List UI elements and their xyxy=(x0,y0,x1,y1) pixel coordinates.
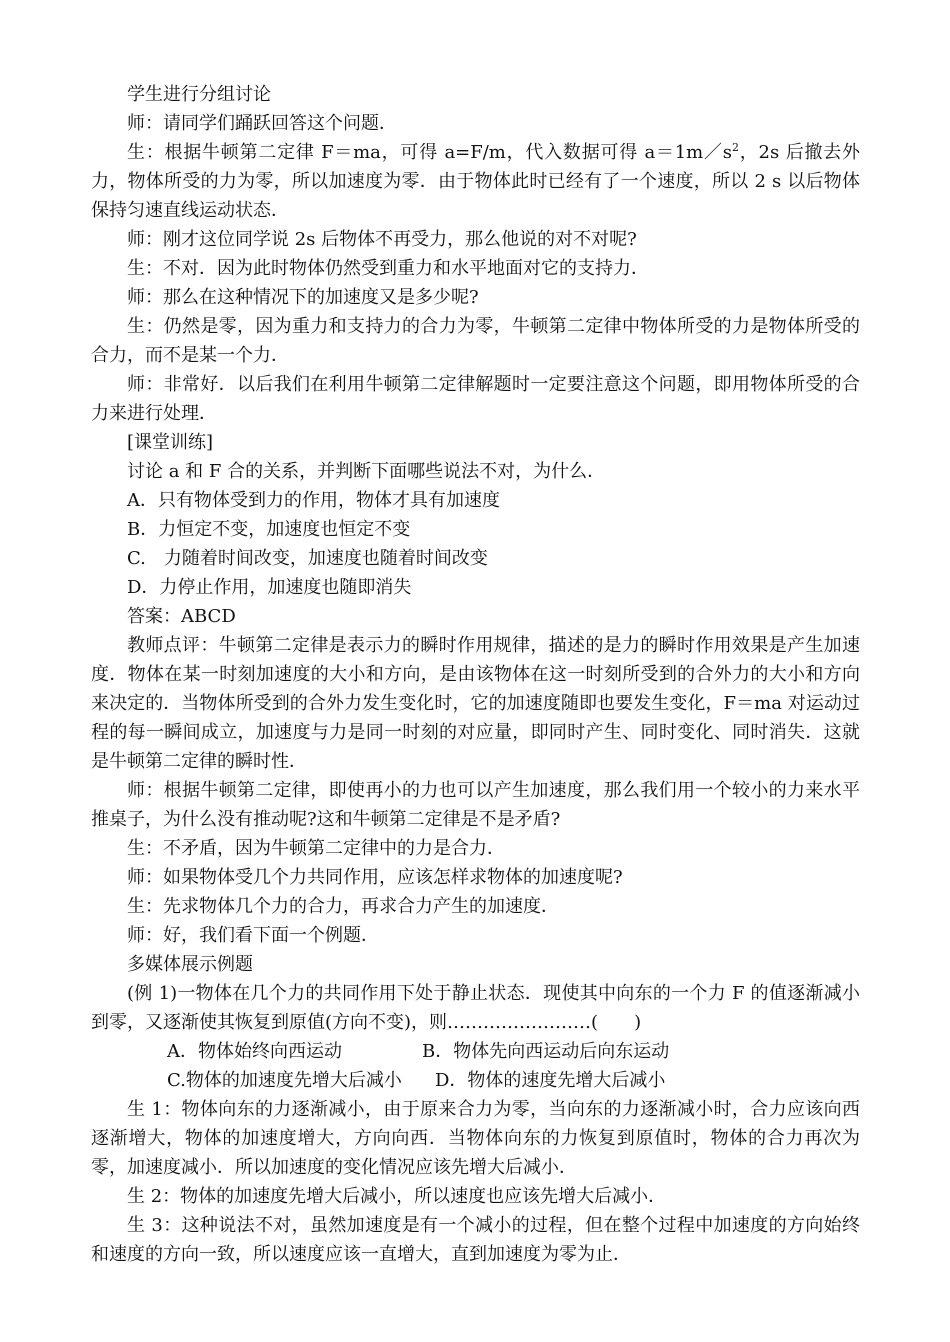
paragraph-teacher-example: 师：好，我们看下面一个例题． xyxy=(127,925,379,946)
example-option-c: C.物体的加速度先增大后减小 xyxy=(167,1070,402,1091)
paragraph-teacher-good: 师：非常好．以后我们在利用牛顿第二定律解题时一定要注意这个问题，即用物体所受的合力来进行处理． xyxy=(91,374,860,424)
paragraph-discussion-question: 讨论 a 和 F 合的关系，并判断下面哪些说法不对，为什么． xyxy=(127,461,606,482)
option-a: A．只有物体受到力的作用，物体才具有加速度 xyxy=(127,490,500,511)
paragraph-teacher-acceleration: 师：那么在这种情况下的加速度又是多少呢? xyxy=(127,287,479,308)
paragraph-student-net-force: 生：先求物体几个力的合力，再求合力产生的加速度． xyxy=(127,896,559,917)
option-b: B．力恒定不变，加速度也恒定不变 xyxy=(127,519,411,540)
paragraph-teacher-question: 师：刚才这位同学说 2s 后物体不再受力，那么他说的对不对呢? xyxy=(127,229,637,250)
paragraph-teacher-comment: 教师点评：牛顿第二定律是表示力的瞬时作用规律，描述的是力的瞬时作用效果是产生加速度．物体在某一时刻加速度的大小和方向，是由该物体在这一时刻所受到的合外力的大小和方向来决定的．当物体所受到的合外力发生变化时，它的加速度随即也要发生变化，F＝ma 对运动过程的每一瞬间成立，加速度与力是同一时刻的对应量，即同时产生、同时变化、同时消失．这就是牛顿第二定律的瞬时性． xyxy=(91,635,860,772)
example-options-row-2 xyxy=(91,1066,860,1095)
paragraph-student-3: 生 3：这种说法不对，虽然加速度是有一个减小的过程，但在整个过程中加速度的方向始终和速度的方向一致，所以速度应该一直增大，直到加速度为零为止． xyxy=(91,1215,860,1265)
paragraph-group-discussion: 学生进行分组讨论 xyxy=(127,84,271,105)
answer-line: 答案：ABCD xyxy=(127,606,236,627)
answer-text-before: 生：根据牛顿第二定律 F＝ma，可得 a=F/m，代入数据可得 a＝1m／s xyxy=(127,142,732,163)
paragraph-student-2: 生 2：物体的加速度先增大后减小，所以速度也应该先增大后减小． xyxy=(127,1186,667,1207)
section-classroom-training: [课堂训练] xyxy=(127,432,214,453)
example-options-row-1 xyxy=(91,1037,860,1066)
example-option-a: A．物体始终向西运动 xyxy=(167,1041,342,1062)
example-option-b: B．物体先向西运动后向东运动 xyxy=(422,1041,670,1062)
paragraph-teacher-multiple-forces: 师：如果物体受几个力共同作用，应该怎样求物体的加速度呢? xyxy=(127,867,623,888)
superscript-two: 2 xyxy=(732,141,739,154)
answer-text-after: ，2s 后撤去外力，物体所受的力为零，所以加速度为零．由于物体此时已经有了一个速度，所以 2 s 以后物体保持匀速直线运动状态． xyxy=(91,142,860,221)
paragraph-student-zero: 生：仍然是零，因为重力和支持力的合力为零，牛顿第二定律中物体所受的力是物体所受的合力，而不是某一个力． xyxy=(91,316,860,366)
paragraph-student-answer-1 xyxy=(91,138,860,225)
paragraph-student-no: 生：不对．因为此时物体仍然受到重力和水平地面对它的支持力． xyxy=(127,258,649,279)
option-c: C. 力随着时间改变，加速度也随着时间改变 xyxy=(127,548,488,569)
example-1-question: (例 1)一物体在几个力的共同作用下处于静止状态．现使其中向东的一个力 F 的值逐渐减小到零，又逐渐使其恢复到原值(方向不变)，则……………………( ) xyxy=(91,983,860,1033)
paragraph-student-not-contradict: 生：不矛盾，因为牛顿第二定律中的力是合力． xyxy=(127,838,505,859)
example-option-d: D．物体的速度先增大后减小 xyxy=(435,1070,666,1091)
paragraph-multimedia-example: 多媒体展示例题 xyxy=(127,954,253,975)
option-d: D．力停止作用，加速度也随即消失 xyxy=(127,577,412,598)
paragraph-teacher-prompt: 师：请同学们踊跃回答这个问题． xyxy=(127,113,397,134)
paragraph-teacher-push-table: 师：根据牛顿第二定律，即使再小的力也可以产生加速度，那么我们用一个较小的力来水平推桌子，为什么没有推动呢?这和牛顿第二定律是不是矛盾? xyxy=(91,780,860,830)
paragraph-student-1: 生 1：物体向东的力逐渐减小，由于原来合力为零，当向东的力逐渐减小时，合力应该向西逐渐增大，物体的加速度增大，方向向西．当物体向东的力恢复到原值时，物体的合力再次为零，加速度减小．所以加速度的变化情况应该先增大后减小． xyxy=(91,1099,860,1178)
